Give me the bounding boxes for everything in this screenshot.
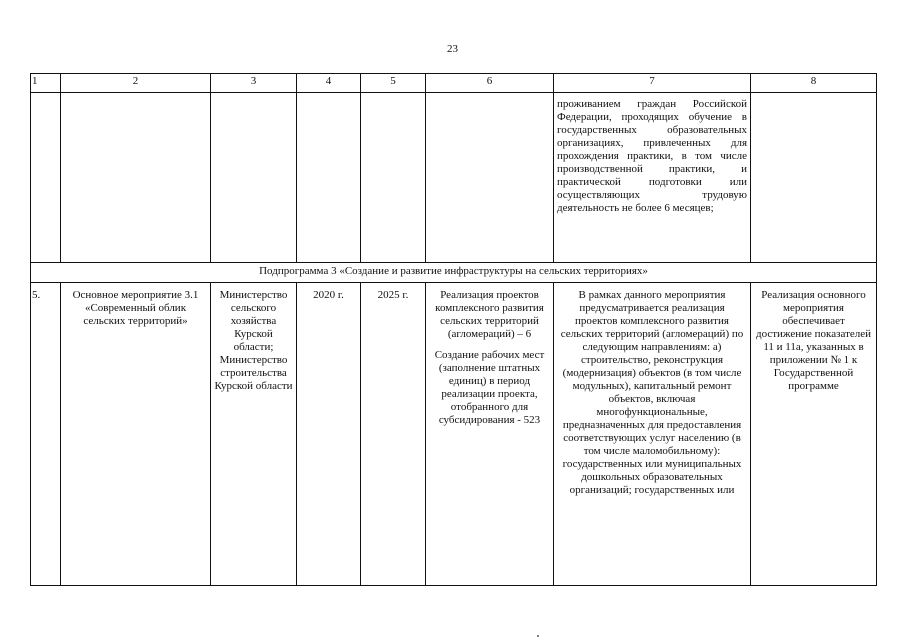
cell-empty [751, 93, 877, 263]
item-result-1: Реализация проектов комплексного развития сельских территорий (агломераций) – 6 [435, 289, 544, 340]
col-header-2: 2 [61, 74, 211, 93]
item-indicator-link: Реализация основного мероприятия обеспечивает достижение показателей 11 и 11а, указанных в приложении № 1 к Государственной программе [751, 283, 877, 586]
cell-empty [211, 93, 297, 263]
table-row [31, 283, 877, 586]
item-description: В рамках данного мероприятия предусматривается реализация проектов комплексного развития сельских территорий (агломераций) по следующим направлениям: а) строительство, реконструкция (модернизация) объектов (в том числе модульных), капитальный ремонт объектов, включая многофункциональные, предназначенных для предоставления соответствующих услуг населению (в том числе маломобильному): государственных или муниципальных дошкольных образовательных организаций; государственных или [554, 283, 751, 586]
page-number: 23 [447, 43, 458, 55]
continuation-description: проживанием граждан Российской Федерации, проходящих обучение в государственных образовательных организациях, привлеченных для прохождения практики, в том числе производственной практики, и практической подготовки или осуществляющих трудовую деятельность не более 6 месяцев; [554, 93, 751, 263]
continuation-row [31, 93, 877, 263]
subprogram-row [31, 263, 877, 283]
col-header-1: 1 [31, 74, 61, 93]
program-table [30, 73, 877, 586]
item-result-2: Создание рабочих мест (заполнение штатных единиц) в период реализации проекта, отобранного для субсидирования - 523 [434, 349, 545, 426]
item-executors: Министерство сельского хозяйства Курской области; Министерство строительства Курской области [211, 283, 297, 586]
col-header-3: 3 [211, 74, 297, 93]
col-header-5: 5 [361, 74, 426, 93]
cell-empty [297, 93, 361, 263]
subprogram-title: Подпрограмма 3 «Создание и развитие инфраструктуры на сельских территориях» [31, 263, 877, 283]
item-expected-results [426, 283, 554, 586]
cell-empty [361, 93, 426, 263]
col-header-4: 4 [297, 74, 361, 93]
item-number: 5. [31, 283, 61, 586]
column-number-row [31, 74, 877, 93]
col-header-6: 6 [426, 74, 554, 93]
scan-speck [537, 635, 539, 637]
item-start-year: 2020 г. [297, 283, 361, 586]
cell-empty [426, 93, 554, 263]
cell-empty [31, 93, 61, 263]
item-name: Основное мероприятие 3.1 «Современный облик сельских территорий» [61, 283, 211, 586]
cell-empty [61, 93, 211, 263]
col-header-8: 8 [751, 74, 877, 93]
item-end-year: 2025 г. [361, 283, 426, 586]
col-header-7: 7 [554, 74, 751, 93]
